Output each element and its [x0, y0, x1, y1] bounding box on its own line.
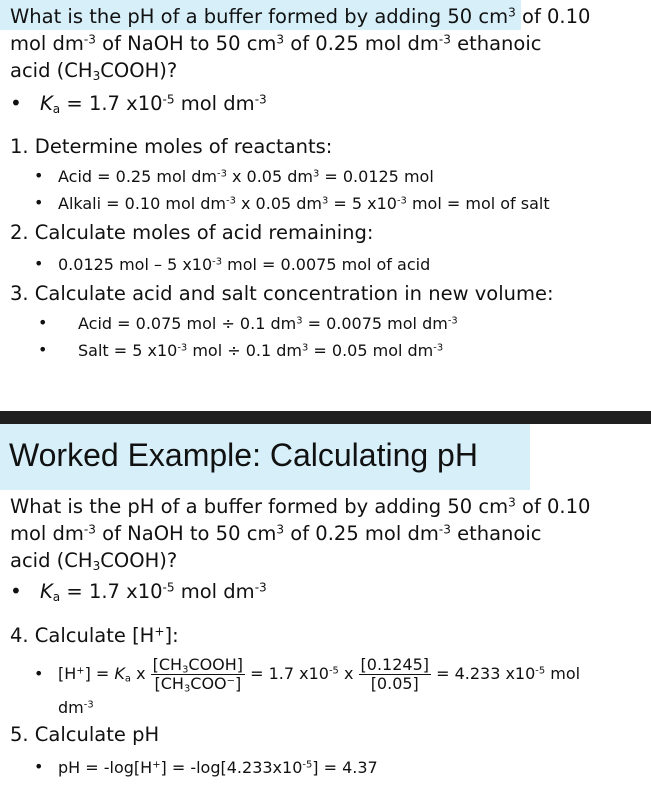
step-1-alkali: Alkali = 0.10 mol $dm^{-3}$ x 0.05 $dm^3 = 5$ $x10^{-3}$ mol = mol of salt [58, 194, 550, 213]
bullet-icon: • [38, 340, 48, 359]
bullet-icon: • [34, 166, 44, 185]
bullet-icon: • [34, 254, 44, 273]
question-line-3: acid $(CH_3COOH)$? [10, 549, 178, 574]
bullet-icon: • [38, 313, 48, 332]
bullet-icon: • [10, 579, 22, 603]
h-plus-unit-wrap: $dm^{-3}$ [58, 698, 94, 717]
step-4-heading: 4. Calculate [H+]: [10, 624, 179, 647]
fraction-numerator: $[CH_3COOH]$ [152, 655, 244, 676]
slide-divider [0, 411, 651, 424]
ka-value: $K_a = 1.7$ $x10^{-5}$ mol $dm^{-3}$ [40, 92, 267, 117]
question-line-2: mol $dm^{-3}$ of NaOH to 50 $cm^3$ of 0.25 mol $dm^{-3}$ ethanoic [10, 522, 542, 545]
ph-calculation: pH = $-\log[H^+] = -\log[4.233x10^{-5}] = 4.37$ [58, 758, 378, 777]
fraction-denominator: $[CH_3COO^-]$ [154, 674, 242, 695]
concentration-ratio-fraction [151, 656, 245, 693]
question-line-1: What is the pH of a buffer formed by adding 50 $cm^3$ of 0.10 [10, 5, 591, 28]
step-3-heading: 3. Calculate acid and salt concentration in new volume: [10, 282, 554, 305]
step-2-heading: 2. Calculate moles of acid remaining: [10, 221, 374, 244]
question-line-2: mol $dm^{-3}$ of NaOH to 50 $cm^3$ of 0.25 mol $dm^{-3}$ ethanoic [10, 32, 542, 55]
step-1-acid: Acid = 0.25 mol $dm^{-3}$ x 0.05 $dm^3 = 0.0125$ mol [58, 167, 434, 186]
h-plus-equation: $[H^+] = K_a$ x $\frac{[CH_3COOH]}{[CH_3COO^-]}$ = 1.7 $x10^{-5}$ x $\frac{[0.1245]}{[0.05]}$ = 4.233 $x10^{-5}$ mol [58, 655, 581, 695]
value-ratio-fraction [359, 656, 431, 693]
question-line-3: acid $(CH_3COOH)$? [10, 59, 178, 84]
ka-value: $K_a = 1.7$ $x10^{-5}$ mol $dm^{-3}$ [40, 580, 267, 605]
bullet-icon: • [34, 193, 44, 212]
step-3-acid: Acid = 0.075 mol ÷ 0.1 $dm^3 = 0.0075$ mol $dm^{-3}$ [78, 314, 458, 333]
fraction-denominator: [0.05] [370, 674, 419, 693]
slide-title: Worked Example: Calculating pH [9, 437, 478, 473]
step-1-heading: 1. Determine moles of reactants: [10, 135, 333, 158]
bullet-icon: • [34, 664, 44, 683]
fraction-numerator: [0.1245] [360, 655, 429, 674]
question-line-1: What is the pH of a buffer formed by adding 50 $cm^3$ of 0.10 [10, 495, 591, 518]
step-3-salt: Salt = 5 $x10^{-3}$ mol ÷ 0.1 $dm^3 = 0.05$ mol $dm^{-3}$ [78, 341, 444, 360]
step-5-heading: 5. Calculate pH [10, 723, 160, 746]
bullet-icon: • [10, 91, 22, 115]
bullet-icon: • [34, 757, 44, 776]
step-2-line: 0.0125 mol – 5 $x10^{-3}$ mol = 0.0075 mol of acid [58, 255, 431, 274]
